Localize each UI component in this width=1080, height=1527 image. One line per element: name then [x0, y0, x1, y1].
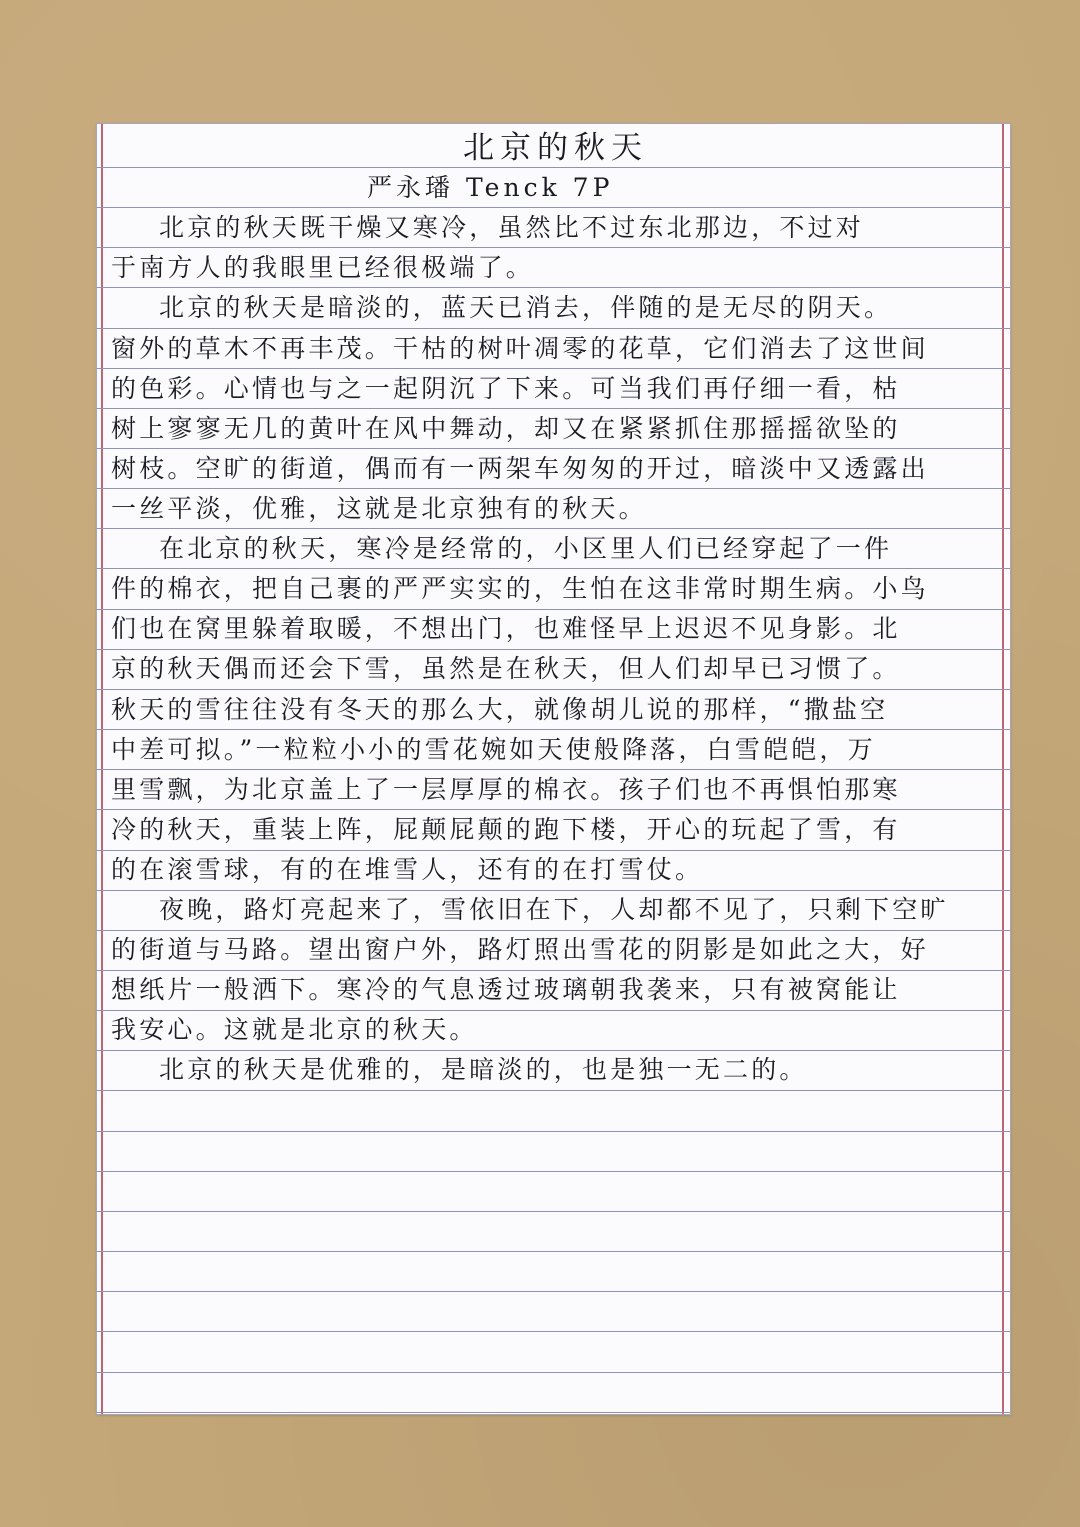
essay-line: 的在滚雪球，有的在堆雪人，还有的在打雪仗。 [111, 855, 704, 884]
ruled-line [97, 1291, 1010, 1292]
essay-line: 件的棉衣，把自己裹的严严实实的，生怕在这非常时期生病。小鸟 [111, 574, 929, 603]
essay-line: 一丝平淡，优雅，这就是北京独有的秋天。 [111, 494, 647, 523]
essay-line: 于南方人的我眼里已经很极端了。 [111, 253, 535, 282]
essay-line: 北京的秋天是暗淡的，蓝天已消去，伴随的是无尽的阴天。 [159, 293, 893, 322]
ruled-line [97, 1251, 1010, 1252]
essay-line: 京的秋天偶而还会下雪，虽然是在秋天，但人们却早已习惯了。 [111, 654, 901, 683]
ruled-line [97, 1211, 1010, 1212]
essay-line: 在北京的秋天，寒冷是经常的，小区里人们已经穿起了一件 [159, 534, 893, 563]
essay-line: 窗外的草木不再丰茂。干枯的树叶凋零的花草，它们消去了这世间 [111, 334, 929, 363]
essay-line: 秋天的雪往往没有冬天的那么大，就像胡儿说的那样，“撒盐空 [111, 695, 889, 724]
essay-line: 树上寥寥无几的黄叶在风中舞动，却又在紧紧抓住那摇摇欲坠的 [111, 414, 901, 443]
ruled-line [97, 1131, 1010, 1132]
essay-line: 中差可拟。”一粒粒小小的雪花婉如天使般降落，白雪皑皑，万 [111, 735, 876, 764]
essay-line: 的色彩。心情也与之一起阴沉了下来。可当我们再仔细一看，枯 [111, 374, 901, 403]
lined-writing-sheet [97, 124, 1010, 1414]
ruled-line [97, 1090, 1010, 1091]
essay-line: 里雪飘，为北京盖上了一层厚厚的棉衣。孩子们也不再惧怕那寒 [111, 775, 901, 804]
essay-line: 夜晚，路灯亮起来了，雪依旧在下，人却都不见了，只剩下空旷 [159, 895, 949, 924]
ruled-line [97, 1372, 1010, 1373]
ruled-line [97, 1171, 1010, 1172]
essay-line: 冷的秋天，重装上阵，屁颠屁颠的跑下楼，开心的玩起了雪，有 [111, 815, 901, 844]
ruled-line [97, 1412, 1010, 1413]
essay-line: 树枝。空旷的街道，偶而有一两架车匆匆的开过，暗淡中又透露出 [111, 454, 929, 483]
ruled-line [97, 1331, 1010, 1332]
essay-title: 北京的秋天 [463, 130, 648, 166]
essay-line: 们也在窝里躲着取暖，不想出门，也难怪早上迟迟不见身影。北 [111, 614, 901, 643]
essay-line: 北京的秋天是优雅的，是暗淡的，也是独一无二的。 [159, 1055, 808, 1084]
essay-line: 北京的秋天既干燥又寒冷，虽然比不过东北那边，不过对 [159, 213, 865, 242]
essay-line: 的街道与马路。望出窗户外，路灯照出雪花的阴影是如此之大，好 [111, 935, 929, 964]
author-line: 严永璠 Tenck 7P [367, 173, 614, 202]
essay-line: 想纸片一般洒下。寒冷的气息透过玻璃朝我袭来，只有被窝能让 [111, 975, 901, 1004]
essay-line: 我安心。这就是北京的秋天。 [111, 1015, 478, 1044]
